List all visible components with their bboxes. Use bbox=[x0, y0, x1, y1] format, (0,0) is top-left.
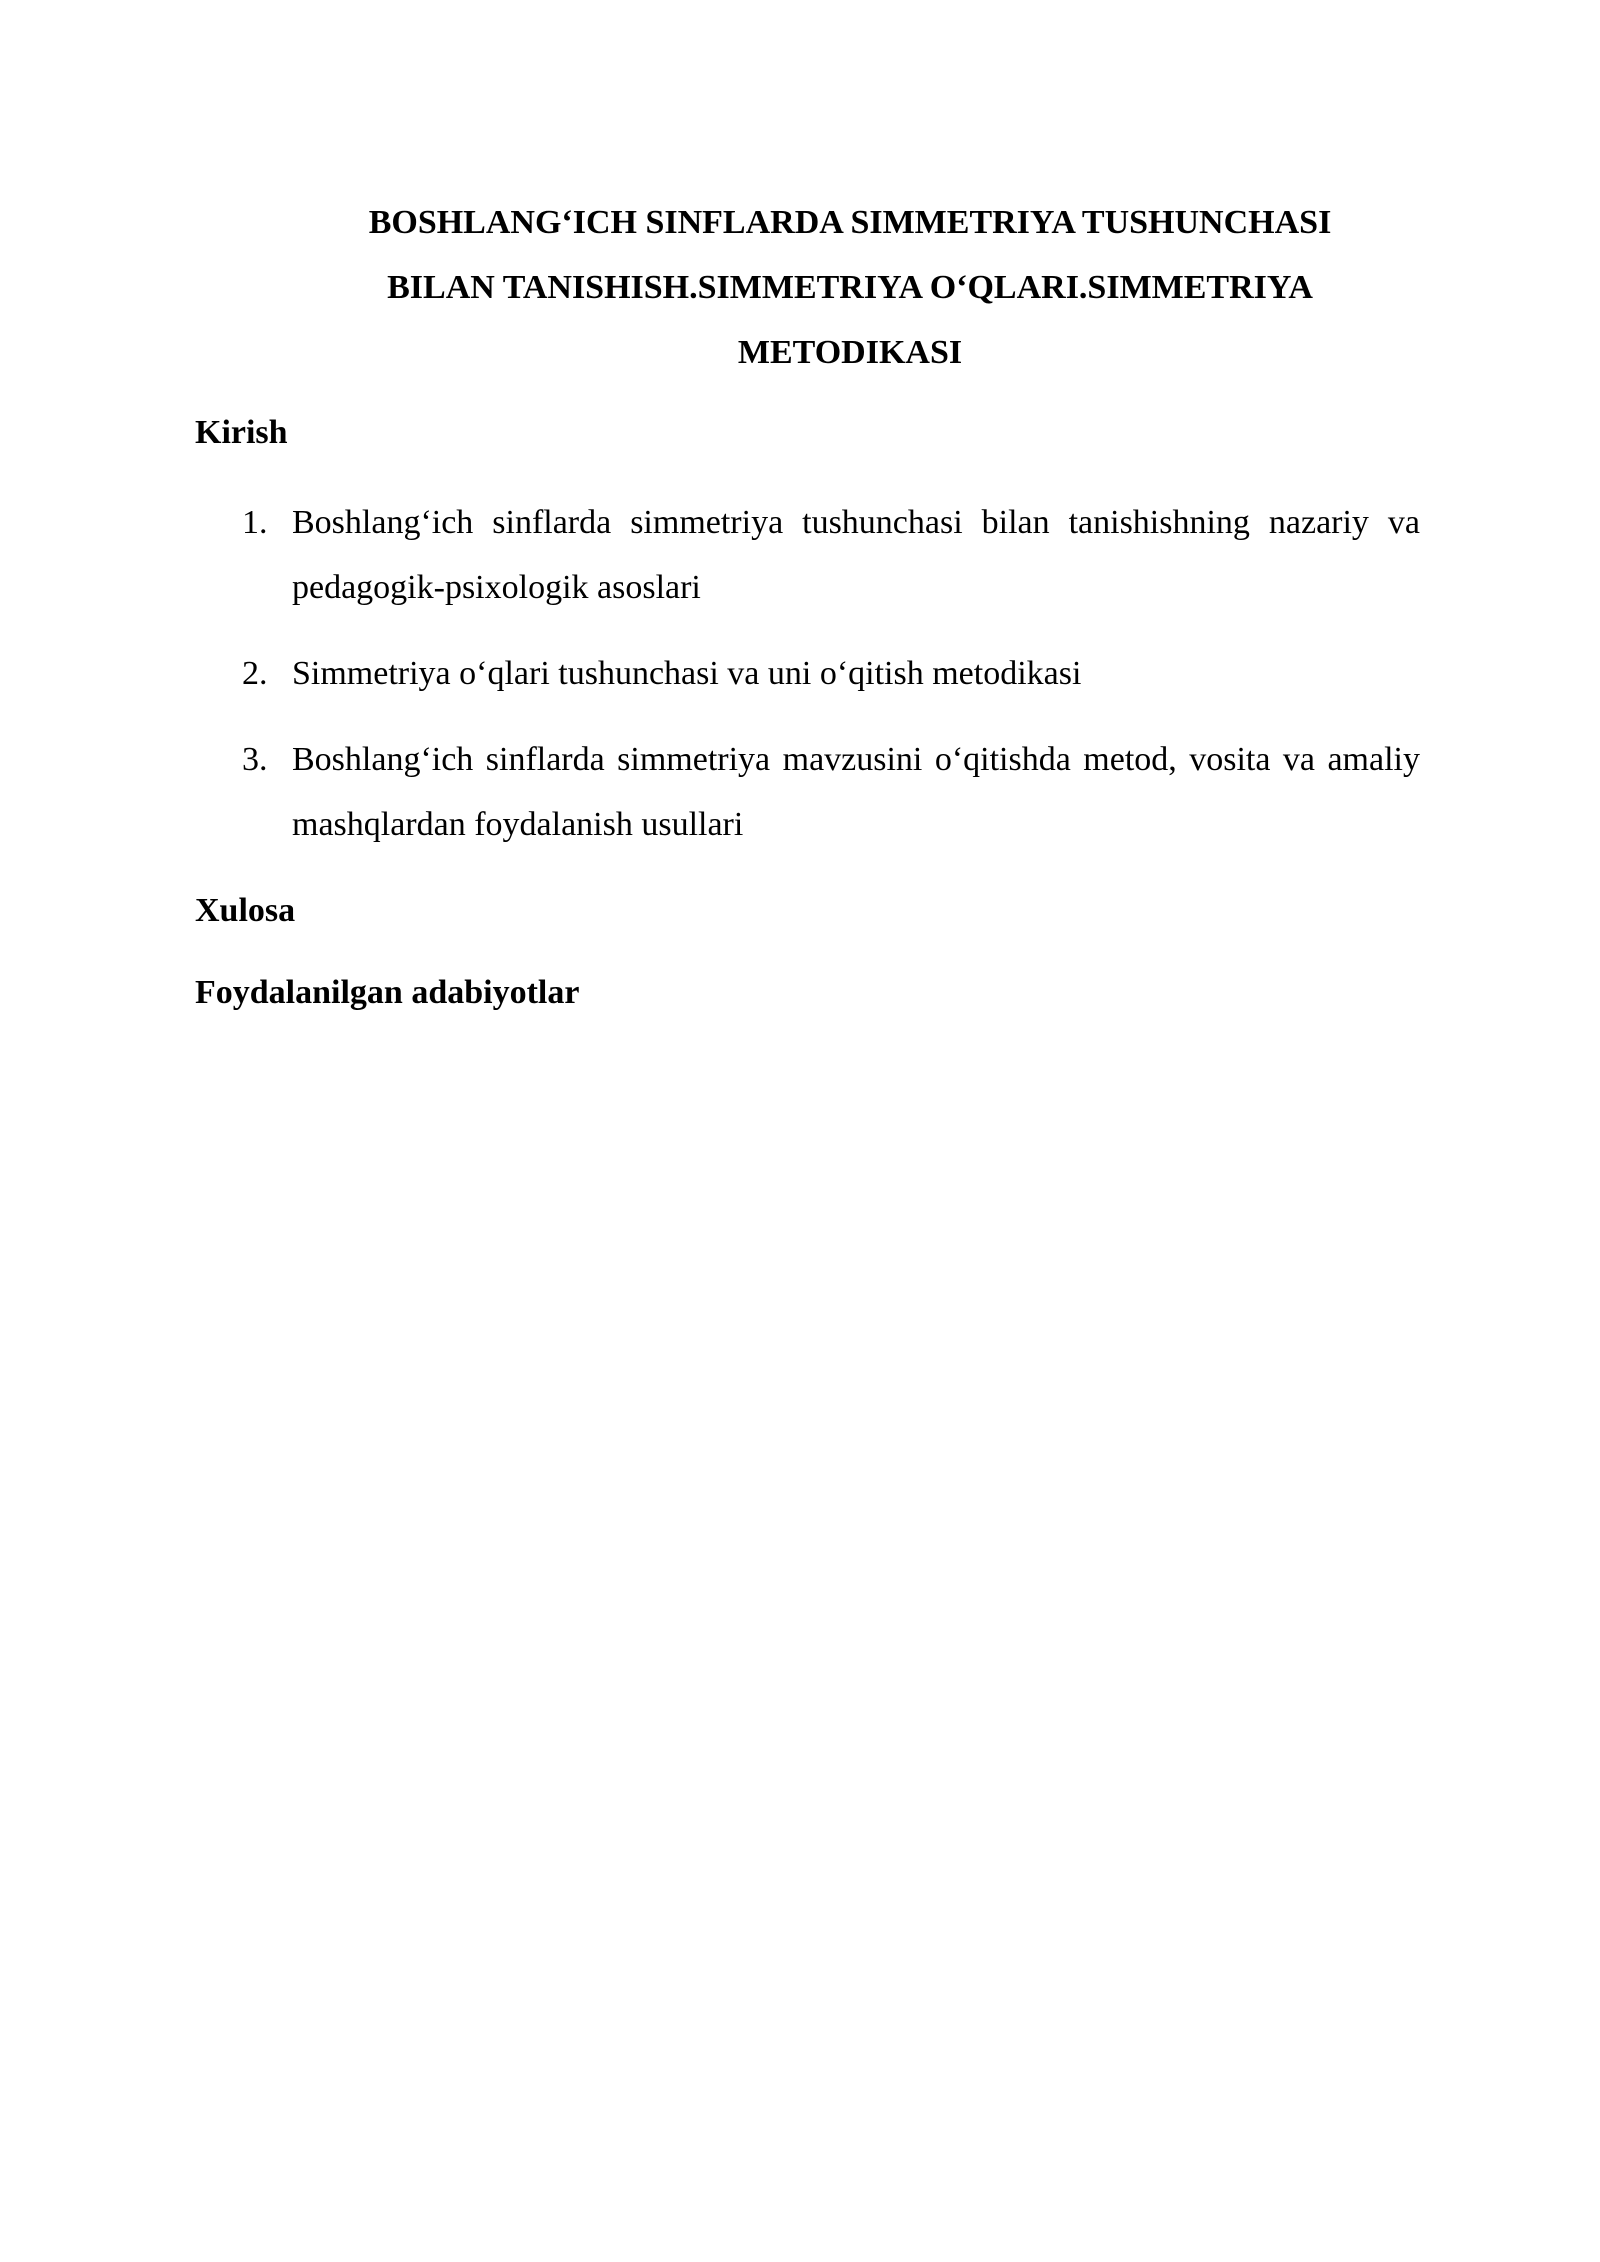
toc-item-2 bbox=[195, 641, 1420, 706]
conclusion-heading: Xulosa bbox=[195, 892, 296, 929]
references-heading: Foydalanilgan adabiyotlar bbox=[195, 974, 580, 1011]
document-title bbox=[195, 190, 1505, 385]
toc-item-text: Boshlang‘ich sinflarda simmetriya mavzusini o‘qitishda metod, vosita va amaliy mashqlardan foydalanish usullari bbox=[292, 741, 1420, 843]
title-line-2: BILAN TANISHISH.SIMMETRIYA O‘QLARI.SIMMETRIYA bbox=[387, 269, 1313, 306]
toc-item-1 bbox=[195, 490, 1420, 620]
toc-item-text: Boshlang‘ich sinflarda simmetriya tushunchasi bilan tanishishning nazariy va pedagogik-psixologik asoslari bbox=[292, 504, 1420, 606]
table-of-contents bbox=[195, 490, 1420, 878]
toc-item-number: 2. bbox=[242, 655, 268, 692]
toc-item-number: 1. bbox=[242, 504, 268, 541]
toc-item-number: 3. bbox=[242, 741, 268, 778]
title-line-1: BOSHLANG‘ICH SINFLARDA SIMMETRIYA TUSHUNCHASI bbox=[368, 204, 1332, 241]
toc-item-3 bbox=[195, 727, 1420, 857]
title-line-3: METODIKASI bbox=[737, 334, 963, 371]
intro-heading: Kirish bbox=[195, 414, 288, 451]
toc-item-text: Simmetriya o‘qlari tushunchasi va uni o‘qitish metodikasi bbox=[292, 655, 1082, 692]
